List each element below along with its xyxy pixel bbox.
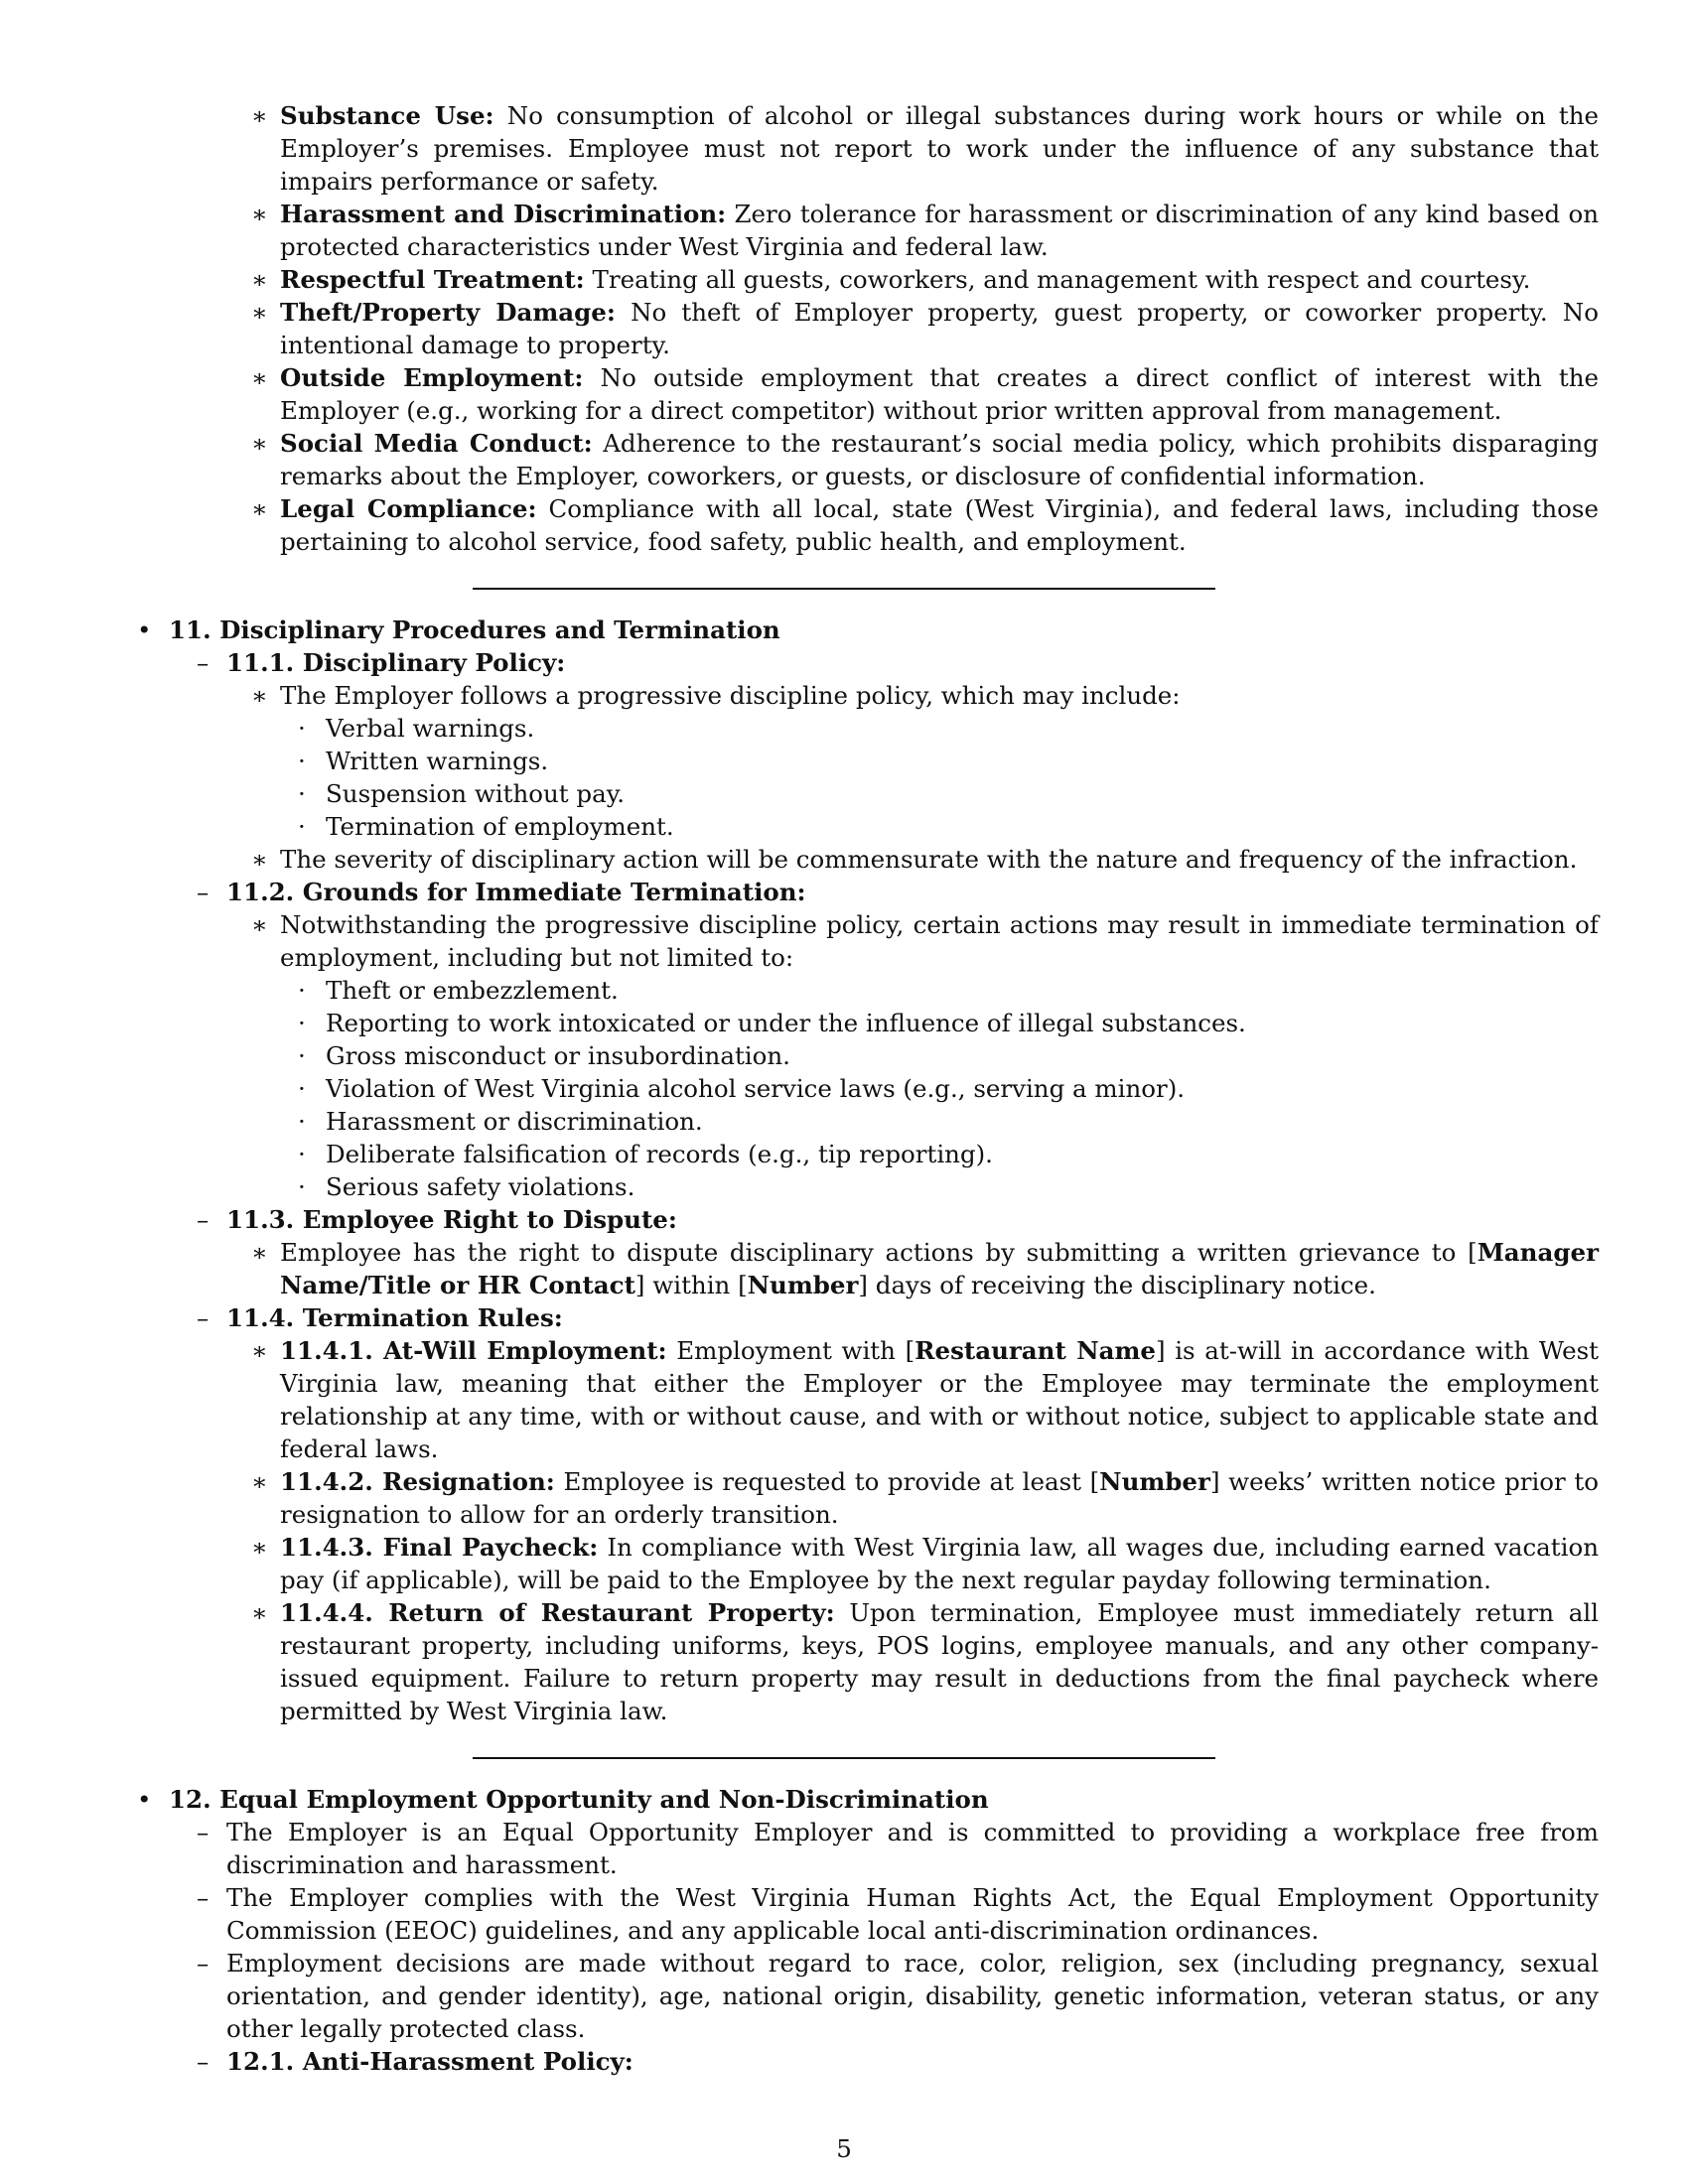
list-item: · Violation of West Virginia alcohol service laws (e.g., serving a minor).: [298, 1074, 1186, 1103]
section-12: • 12. Equal Employment Opportunity and Non-Discrimination: [137, 1785, 989, 1814]
list-item: · Written warnings.: [298, 747, 549, 775]
list-item: · Deliberate falsification of records (e.g., tip reporting).: [298, 1140, 993, 1168]
section-heading: 12. Equal Employment Opportunity and Non-Discrimination: [169, 1785, 989, 1814]
list-item: ∗ 11.4.2. Resignation: Employee is requested to provide at least [Number] weeks’ written notice prior to resignation to allow for an orderly transition.: [251, 1467, 1599, 1529]
placeholder-field: Number: [747, 1271, 859, 1299]
list-item: · Reporting to work intoxicated or under the influence of illegal substances.: [298, 1009, 1246, 1037]
list-item: ∗ 11.4.3. Final Paycheck: In compliance with West Virginia law, all wages due, including earned vacation pay (if applicable), will be paid to the Employee by the next regular payday following termination.: [251, 1533, 1599, 1594]
list-item: · Suspension without pay.: [298, 779, 626, 808]
list-item: · Theft or embezzlement.: [298, 976, 619, 1005]
page-number: 5: [836, 2134, 852, 2163]
list-item: · Gross misconduct or insubordination.: [298, 1041, 790, 1070]
subsection-heading: 12.1. Anti-Harassment Policy:: [226, 2047, 633, 2076]
list-item: ∗ Respectful Treatment: Treating all guests, coworkers, and management with respect and courtesy.: [251, 265, 1531, 294]
section-11: • 11. Disciplinary Procedures and Termination: [137, 615, 780, 644]
page-content: ∗ Substance Use: No consumption of alcohol or illegal substances during work hours or while on the Employer’s premises. Employee must not report to work under the influence of any substance that impairs performance or safety. ∗ Harassment and Discrimination: Zero tolerance for harassment or discrimination of any kind based on protected characteristics under West Virginia and federal law. ∗ Respectful Treatment: Treating all guests, coworkers, and management with respect and courtesy. ∗ Theft/Property Damage: No theft of Employer property, guest property, or coworker property. No intentional damage to property. ∗ Outside Employment: No outside employment that creates a direct conflict of interest with the Employer (e.g., working for a direct competitor) without prior written approval from management. ∗ Social Media Conduct: Adherence to the restaurant’s social media policy, which prohibits disparaging remarks about the Employer, coworkers, or guests, or disclosure of confidential information. ∗ Legal Compliance: Compliance with all local, state (West Virginia), and federal laws, including those pertaining to alcohol service, food safety, public health, and employment. • 11. Disciplinary Procedures and Termination – 11.1. Disciplinary Policy: ∗ The Employer follows a progressive discipline policy, which may include: · Verbal warnings. · Written warnings. · Suspension without pay. · Termination of employment. ∗ The severity of disciplinary action will be commensurate with the nature and frequency of the infraction. – 11.2. Grounds for Immediate Termination: ∗ Notwithstanding the progressive discipline policy, certain actions may result in immediate termination of employment, including but not limited to: · Theft or embezzlement. · Reporting to work intoxicated or under the influence of illegal substances. · Gross misconduct or insubordination. · Violation of West Virginia alcohol service laws (e.g., serving a minor). · Harassment or discrimination. · Deliberate falsification of records (e.g., tip reporting). · Serious safety violations. – 11.3. Employee Right to Dispute: ∗ Employee has the right to dispute disciplinary actions by submitting a written grievance to [Manager Name/Title or HR Contact] within [Number] days of receiving the disciplinary notice. – 11.4. Termination Rules: ∗ 11.4.1. At-Will Employment: Employment with [Restaurant Name] is at-will in accordance with West Virginia law, meaning that either the Employer or the Employee may terminate the employment relationship at any time, with or without cause, and with or without notice, subject to applicable state and federal laws. ∗ 11.4.2. Resignation: Employee is requested to provide at least [Number] weeks’ written notice prior to resignation to allow for an orderly transition. ∗ 11.4.3. Final Paycheck: In compliance with West Virginia law, all wages due, including earned vacation pay (if applicable), will be paid to the Employee by the next regular payday following termination. ∗ 11.4.4. Return of Restaurant Property: Upon termination, Employee must immediately return all restaurant property, including uniforms, keys, POS logins, employee manuals, and any other company-issued equipment. Failure to return property may result in deductions from the final paycheck where permitted by West Virginia law. • 12. Equal Employment Opportunity and Non-Discrimination – The Employer is an Equal Opportunity Employer and is committed to providing a workplace free from discrimination and harassment. – The Employer complies with the West Virginia Human Rights Act, the Equal Employment Opportunity Commission (EEOC) guidelines, and any applicable local anti-discrimination ordinances. – Employment decisions are made without regard to race, color, religion, sex (including pregnancy, sexual orientation, and gender identity), age, national origin, disability, genetic information, veteran status, or any other legally protected class. – 12.1. Anti-Harassment Policy:: [129, 99, 1599, 2078]
list-item: ∗ 11.4.1. At-Will Employment: Employment with [Restaurant Name] is at-will in accordance with West Virginia law, meaning that either the Employer or the Employee may terminate the employment relationship at any time, with or without cause, and with or without notice, subject to applicable state and federal laws.: [251, 1336, 1600, 1463]
conduct-list: [129, 99, 1599, 558]
list-item: – The Employer complies with the West Virginia Human Rights Act, the Equal Employment Opportunity Commission (EEOC) guidelines, and any applicable local anti-discrimination ordinances.: [197, 1883, 1599, 1945]
list-item: ∗ Social Media Conduct: Adherence to the restaurant’s social media policy, which prohibits disparaging remarks about the Employer, coworkers, or guests, or disclosure of confidential information.: [251, 429, 1599, 490]
subsection-heading: 11.3. Employee Right to Dispute:: [226, 1205, 677, 1234]
list-item: ∗ Substance Use: No consumption of alcohol or illegal substances during work hours or while on the Employer’s premises. Employee must not report to work under the influence of any substance that impairs performance or safety.: [251, 101, 1599, 196]
subsection-heading: 11.2. Grounds for Immediate Termination:: [226, 878, 806, 906]
list-item: ∗ Harassment and Discrimination: Zero tolerance for harassment or discrimination of any kind based on protected characteristics under West Virginia and federal law.: [251, 200, 1599, 261]
list-item: ∗ The severity of disciplinary action will be commensurate with the nature and frequency of the infraction.: [251, 845, 1578, 874]
list-item: – Employment decisions are made without regard to race, color, religion, sex (including pregnancy, sexual orientation, and gender identity), age, national origin, disability, genetic information, veteran status, or any other legally protected class.: [197, 1949, 1599, 2043]
list-item: ∗ Employee has the right to dispute disciplinary actions by submitting a written grievance to [Manager Name/Title or HR Contact] within [Number] days of receiving the disciplinary notice.: [251, 1238, 1599, 1299]
list-item: ∗ Outside Employment: No outside employment that creates a direct conflict of interest with the Employer (e.g., working for a direct competitor) without prior written approval from management.: [251, 363, 1599, 425]
section-heading: 11. Disciplinary Procedures and Termination: [169, 615, 780, 644]
list-item: ∗ Theft/Property Damage: No theft of Employer property, guest property, or coworker property. No intentional damage to property.: [251, 298, 1599, 359]
list-item: · Harassment or discrimination.: [298, 1107, 703, 1136]
list-item: ∗ The Employer follows a progressive discipline policy, which may include:: [251, 681, 1181, 710]
list-item: ∗ Legal Compliance: Compliance with all local, state (West Virginia), and federal laws, including those pertaining to alcohol service, food safety, public health, and employment.: [251, 494, 1599, 556]
subsection-heading: 11.1. Disciplinary Policy:: [226, 648, 566, 677]
list-item: ∗ 11.4.4. Return of Restaurant Property: Upon termination, Employee must immediately return all restaurant property, including uniforms, keys, POS logins, employee manuals, and any other company-issued equipment. Failure to return property may result in deductions from the final paycheck where permitted by West Virginia law.: [251, 1598, 1599, 1725]
placeholder-field: Manager Name/Title or HR Contact: [280, 1238, 1599, 1299]
subsection-heading: 11.4. Termination Rules:: [226, 1303, 563, 1332]
placeholder-field: Number: [1099, 1467, 1210, 1496]
list-item: · Serious safety violations.: [298, 1172, 635, 1201]
list-item: · Verbal warnings.: [298, 714, 535, 743]
list-item: – The Employer is an Equal Opportunity Employer and is committed to providing a workplace free from discrimination and harassment.: [197, 1818, 1599, 1879]
placeholder-field: Restaurant Name: [914, 1336, 1156, 1365]
list-item: ∗ Notwithstanding the progressive discipline policy, certain actions may result in immediate termination of employment, including but not limited to:: [251, 910, 1599, 972]
list-item: · Termination of employment.: [298, 812, 674, 841]
